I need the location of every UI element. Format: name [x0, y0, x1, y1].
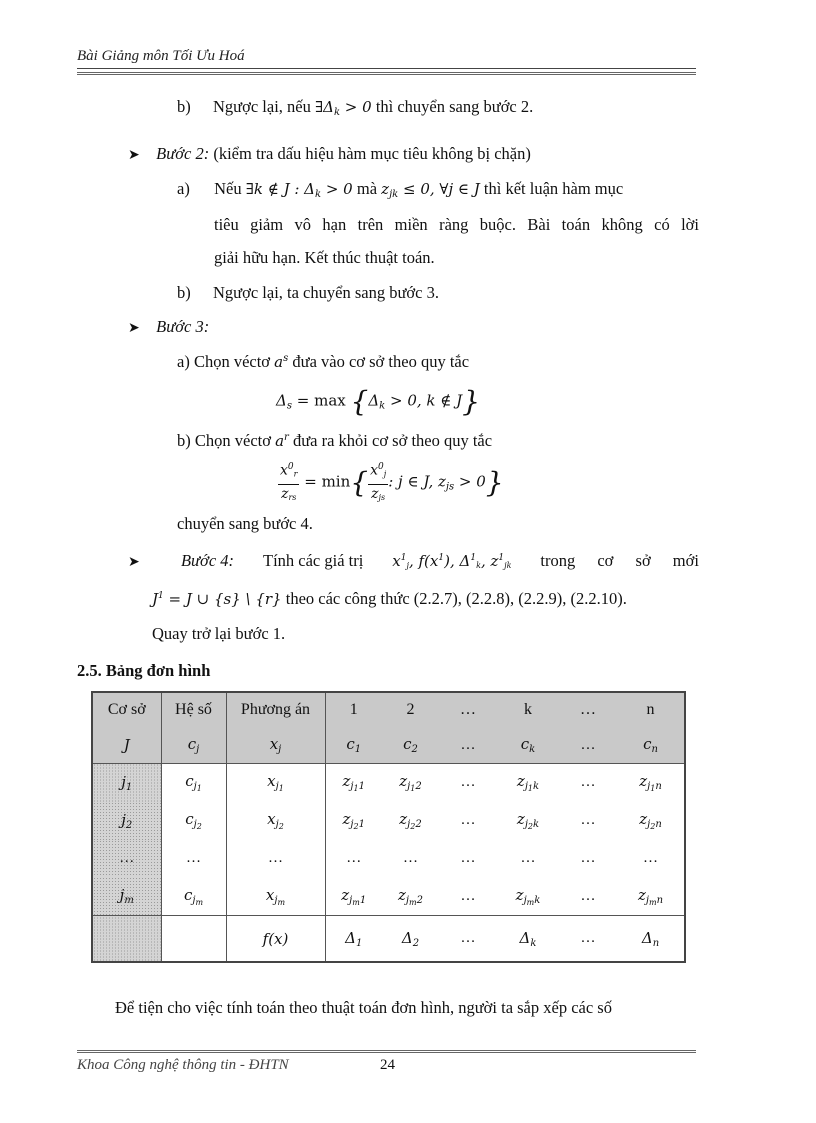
- table-cell: …: [460, 849, 476, 866]
- table-cell: $x_{j_m}$: [226, 877, 325, 915]
- header-cell: …: [439, 728, 497, 763]
- table-cell: $\Delta_k$: [497, 916, 559, 961]
- arrow-bullet-icon: ➤: [128, 321, 140, 336]
- table-cell: $j_1$: [93, 763, 161, 801]
- table-cell: $z_{j_m2}$: [398, 885, 423, 907]
- table-cell: …: [161, 840, 226, 878]
- table-cell: $c_{j_1}$: [161, 763, 226, 801]
- table-cell: …: [520, 849, 536, 866]
- footer-rule: [77, 1050, 696, 1053]
- step2-b-item: b) Ngược lại, ta chuyển sang bước 3.: [177, 283, 439, 302]
- table-cell: $x_{j_1}$: [226, 763, 325, 801]
- header-cell: $c_k$: [497, 728, 559, 763]
- step4-line2: $J^1 = J$ ∪ {s} \ {r} theo các công thức (2.2.7), (2.2.8), (2.2.9), (2.2.10).: [152, 589, 627, 608]
- table-cell: …: [460, 774, 476, 791]
- table-cell: $z_{j_mn}$: [637, 885, 664, 907]
- step2-a-item: a) Nếu ∃k ∉ J : $\Delta_k > 0$ mà $z_{jk} \le 0$, ∀j ∈ J thì kết luận hàm mục: [177, 179, 624, 200]
- table-cell: …: [580, 849, 596, 866]
- table-header-row: [93, 693, 684, 728]
- header-cell: $c_2$: [382, 728, 439, 763]
- simplex-table: [91, 691, 686, 963]
- table-row: [93, 877, 684, 915]
- step4-line3: Quay trở lại bước 1.: [152, 624, 286, 643]
- step3-a-item: a) Chọn véctơ $a^s$ đưa vào cơ sở theo quy tắc: [177, 352, 470, 371]
- table-cell: $z_{j_mk}$: [515, 885, 541, 907]
- header-cell: Cơ sở: [93, 693, 161, 728]
- header-cell: $x_j$: [226, 728, 325, 763]
- table-row: [93, 840, 684, 878]
- header-cell: …: [439, 693, 497, 728]
- table-cell: …: [460, 887, 476, 904]
- page-number: 24: [380, 1057, 395, 1073]
- table-cell: $\Delta_2$: [382, 916, 439, 961]
- item-label: b): [177, 97, 191, 116]
- step3-heading: ➤ Bước 3:: [128, 317, 210, 336]
- table-cell: $z_{j_11}$: [342, 772, 365, 794]
- running-footer: Khoa Công nghệ thông tin - ĐHTN: [77, 1057, 289, 1073]
- table-cell: …: [580, 887, 596, 904]
- table-cell: $z_{j_2n}$: [639, 810, 662, 832]
- formula-min-ratio: $\frac{x^0_r}{z_{rs}}$ = min{ $\frac{x^0_j}{z_{js}}$ : j ∈ J, $z_{js} > 0$}: [278, 458, 504, 507]
- header-cell: Phương án: [226, 693, 325, 728]
- table-row: [93, 763, 684, 801]
- formula-delta-s: $\Delta_s = \max \{\Delta_k > 0$, k ∉ J}: [276, 385, 480, 418]
- table-cell: $z_{j_2k}$: [516, 810, 540, 832]
- table-cell: $j_2$: [93, 802, 161, 840]
- closing-paragraph: Để tiện cho việc tính toán theo thuật toán đơn hình, người ta sắp xếp các số: [115, 998, 612, 1017]
- table-cell: $z_{j_1n}$: [639, 772, 662, 794]
- table-cell: $z_{j_22}$: [399, 810, 422, 832]
- table-cell: …: [403, 849, 418, 866]
- header-cell: 2: [382, 693, 439, 728]
- table-cell: …: [460, 812, 476, 829]
- table-cell: …: [93, 840, 161, 878]
- item-text: thì chuyển sang bước 2.: [375, 97, 534, 116]
- header-cell: k: [497, 693, 559, 728]
- table-cell: …: [580, 812, 596, 829]
- table-cell: $c_{j_2}$: [161, 802, 226, 840]
- header-cell: …: [559, 728, 617, 763]
- step2-heading: ➤ Bước 2: (kiểm tra dấu hiệu hàm mục tiêu không bị chặn): [128, 144, 531, 163]
- table-cell: …: [346, 849, 362, 866]
- table-cell: $z_{j_m1}$: [341, 885, 367, 907]
- table-row-delta: [93, 916, 684, 961]
- step2-a-line3: giải hữu hạn. Kết thúc thuật toán.: [214, 248, 435, 267]
- table-cell: $z_{j_21}$: [342, 810, 365, 832]
- step2-a-line2: tiêu giảm vô hạn trên miền ràng buộc. Bài toán không có lời: [214, 215, 699, 234]
- step1-b-item: [177, 97, 533, 118]
- table-cell: …: [559, 916, 617, 961]
- table-cell: f(x): [226, 916, 325, 961]
- table-cell: …: [643, 849, 658, 866]
- header-cell: $c_n$: [617, 728, 684, 763]
- table-cell: $\Delta_n$: [617, 916, 684, 961]
- table-cell: [161, 916, 226, 961]
- step3-b-item: b) Chọn véctơ $a^r$ đưa ra khỏi cơ sở theo quy tắc: [177, 431, 493, 450]
- header-rule: [77, 68, 696, 75]
- table-cell: $j_m$: [93, 877, 161, 915]
- arrow-bullet-icon: ➤: [128, 555, 140, 570]
- table-cell: [93, 916, 161, 961]
- header-cell: J: [93, 728, 161, 763]
- math-expr: $\exists\Delta_k > 0$: [314, 98, 372, 118]
- header-cell: …: [559, 693, 617, 728]
- item-text: Ngược lại, nếu: [213, 97, 311, 116]
- table-cell: …: [580, 774, 596, 791]
- table-cell: $\Delta_1$: [325, 916, 382, 961]
- header-cell: n: [617, 693, 684, 728]
- step3-end: chuyển sang bước 4.: [177, 514, 313, 533]
- section-title: 2.5. Bảng đơn hình: [77, 661, 211, 680]
- header-cell: $c_j$: [161, 728, 226, 763]
- table-row: [93, 802, 684, 840]
- header-cell: Hệ số: [161, 693, 226, 728]
- table-cell: $x_{j_2}$: [226, 802, 325, 840]
- step4-heading: ➤ Bước 4: Tính các giá trị $x^1_j$, $f(x^1)$, $\Delta^1_k$, $z^1_{jk}$ trong cơ sở mới: [128, 551, 699, 570]
- table-cell: $z_{j_12}$: [399, 772, 422, 794]
- table-cell: …: [226, 840, 325, 878]
- table-cell: …: [439, 916, 497, 961]
- table-header-row: [93, 728, 684, 763]
- header-cell: 1: [325, 693, 382, 728]
- header-cell: $c_1$: [325, 728, 382, 763]
- arrow-bullet-icon: ➤: [128, 148, 140, 163]
- running-header: Bài Giảng môn Tối Ưu Hoá: [77, 48, 245, 64]
- table-cell: $z_{j_1k}$: [516, 772, 540, 794]
- table-cell: $c_{j_m}$: [161, 877, 226, 915]
